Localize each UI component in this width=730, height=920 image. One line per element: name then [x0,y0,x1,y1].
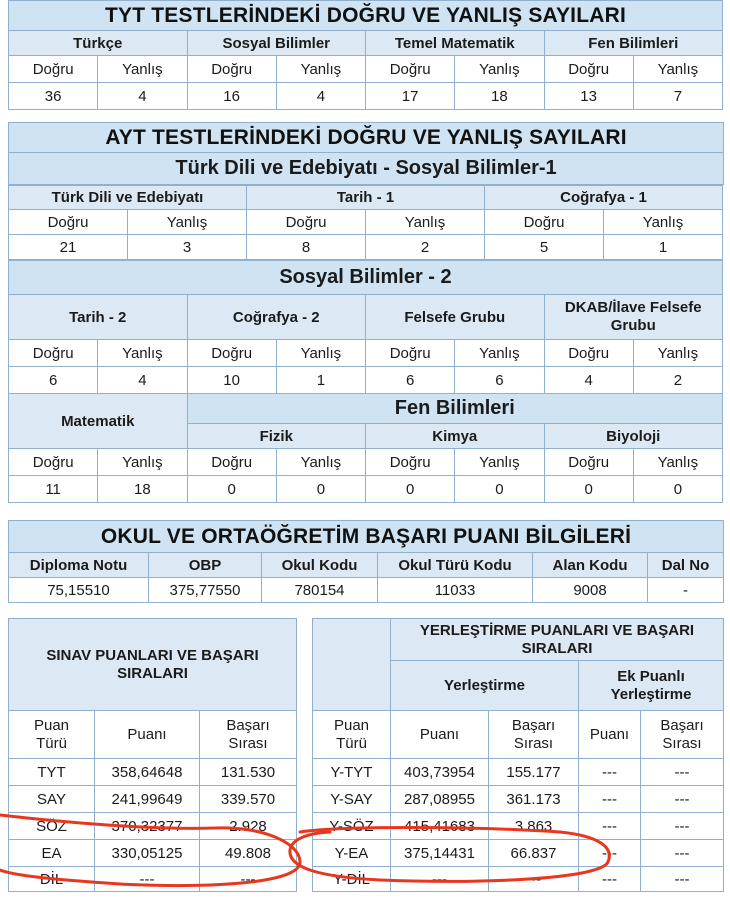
yer-col-tur: Puan Türü [313,711,391,759]
ayt-table [8,122,724,185]
yanlis-value: 1 [604,235,723,260]
table-row [313,840,724,867]
yanlis-value: 4 [98,367,187,394]
tyt-subject-turkce: Türkçe [9,31,188,56]
dogru-value: 17 [366,83,455,110]
yanlis-value: 18 [455,83,544,110]
ayt-subject-fizik: Fizik [187,424,366,449]
yanlis-label: Yanlış [633,340,722,367]
dogru-label: Doğru [187,449,276,476]
yanlis-label: Yanlış [455,449,544,476]
dogru-label: Doğru [187,56,276,83]
ayt-subject-matematik: Matematik [9,394,188,449]
sinav-title: SINAV PUANLARI VE BAŞARI SIRALARI [9,619,297,711]
puan-value: 287,08955 [391,786,489,813]
ek-sira-value: --- [641,759,724,786]
sira-value: 66.837 [489,840,579,867]
okul-header-okul-turu: Okul Türü Kodu [378,553,533,578]
sira-value: 339.570 [200,786,297,813]
dogru-label: Doğru [485,210,604,235]
table-row [313,786,724,813]
yerlestirme-corner [313,619,391,711]
tyt-panel [8,0,723,110]
yanlis-value: 0 [455,476,544,503]
dogru-label: Doğru [544,56,633,83]
dogru-label: Doğru [544,340,633,367]
okul-value-dal-no: - [648,578,724,603]
yanlis-label: Yanlış [455,340,544,367]
okul-table [8,520,724,603]
yanlis-label: Yanlış [128,210,247,235]
yanlis-value: 2 [633,367,722,394]
sinav-col-puan: Puanı [95,711,200,759]
okul-header-alan-kodu: Alan Kodu [533,553,648,578]
puan-value: --- [391,867,489,892]
ek-puan-value: --- [579,867,641,892]
sira-value: --- [200,867,297,892]
yanlis-value: 6 [455,367,544,394]
ek-puan-value: --- [579,813,641,840]
dogru-value: 6 [366,367,455,394]
dogru-value: 0 [187,476,276,503]
sinav-table [8,618,297,892]
dogru-value: 16 [187,83,276,110]
puan-turu: Y-SÖZ [313,813,391,840]
okul-header-diploma: Diploma Notu [9,553,149,578]
dogru-value: 6 [9,367,98,394]
sinav-col-sira: Başarı Sırası [200,711,297,759]
puan-value: 241,99649 [95,786,200,813]
ek-sira-value: --- [641,786,724,813]
yanlis-label: Yanlış [98,449,187,476]
dogru-value: 13 [544,83,633,110]
puan-turu: EA [9,840,95,867]
yanlis-label: Yanlış [366,210,485,235]
ayt-subject-edebiyat: Türk Dili ve Edebiyatı [9,186,247,210]
okul-header-obp: OBP [149,553,262,578]
dogru-label: Doğru [9,340,98,367]
yer-col-puan: Puanı [391,711,489,759]
yanlis-label: Yanlış [455,56,544,83]
puan-turu: SAY [9,786,95,813]
ayt-subject-dkab: DKAB/İlave Felsefe Grubu [544,295,723,340]
tyt-table [8,0,723,110]
okul-panel [8,520,723,603]
okul-value-obp: 375,77550 [149,578,262,603]
puan-turu: Y-EA [313,840,391,867]
dogru-label: Doğru [366,56,455,83]
dogru-label: Doğru [247,210,366,235]
okul-header-dal-no: Dal No [648,553,724,578]
ayt-sec2-table [8,260,723,503]
ayt-sec1-title: Türk Dili ve Edebiyatı - Sosyal Bilimler-1 [9,153,724,185]
sinav-panel [8,618,296,892]
okul-value-okul-kodu: 780154 [262,578,378,603]
yerlestirme-table [312,618,724,892]
puan-value: 370,32377 [95,813,200,840]
puan-turu: Y-SAY [313,786,391,813]
tyt-subject-sosyal: Sosyal Bilimler [187,31,366,56]
ayt-subject-cografya1: Coğrafya - 1 [485,186,723,210]
yer-col-sira: Başarı Sırası [489,711,579,759]
puan-value: 415,41683 [391,813,489,840]
dogru-value: 5 [485,235,604,260]
puan-turu: Y-DİL [313,867,391,892]
yerlestirme-title: YERLEŞTİRME PUANLARI VE BAŞARI SIRALARI [391,619,724,661]
yanlis-label: Yanlış [604,210,723,235]
yanlis-label: Yanlış [276,340,365,367]
sira-value: 155.177 [489,759,579,786]
dogru-value: 8 [247,235,366,260]
puan-value: --- [95,867,200,892]
dogru-label: Doğru [9,449,98,476]
table-row [9,759,297,786]
yerlestirme-sub: Yerleştirme [391,661,579,711]
puan-turu: TYT [9,759,95,786]
ayt-subject-cografya2: Coğrafya - 2 [187,295,366,340]
dogru-label: Doğru [366,340,455,367]
yanlis-label: Yanlış [276,449,365,476]
sira-value: 2.928 [200,813,297,840]
table-row [313,813,724,840]
sinav-col-tur: Puan Türü [9,711,95,759]
dogru-label: Doğru [187,340,276,367]
dogru-label: Doğru [9,210,128,235]
dogru-label: Doğru [366,449,455,476]
okul-value-alan-kodu: 9008 [533,578,648,603]
puan-turu: DİL [9,867,95,892]
ayt-sec1-table [8,185,723,260]
ayt-subject-tarih1: Tarih - 1 [247,186,485,210]
ek-col-sira: Başarı Sırası [641,711,724,759]
puan-turu: Y-TYT [313,759,391,786]
okul-header-okul-kodu: Okul Kodu [262,553,378,578]
dogru-label: Doğru [544,449,633,476]
table-row [9,813,297,840]
sira-value: 3.863 [489,813,579,840]
yanlis-value: 4 [276,83,365,110]
okul-value-okul-turu: 11033 [378,578,533,603]
table-row [9,840,297,867]
yanlis-label: Yanlış [98,56,187,83]
table-row [9,786,297,813]
sira-value: 49.808 [200,840,297,867]
yanlis-value: 7 [633,83,722,110]
ek-sira-value: --- [641,867,724,892]
ayt-fen-title: Fen Bilimleri [187,394,723,424]
tyt-subject-fen: Fen Bilimleri [544,31,723,56]
sira-value: 361.173 [489,786,579,813]
yanlis-value: 0 [276,476,365,503]
ayt-title: AYT TESTLERİNDEKİ DOĞRU VE YANLIŞ SAYILARI [9,123,724,153]
ayt-subject-kimya: Kimya [366,424,545,449]
dogru-value: 11 [9,476,98,503]
sira-value: 131.530 [200,759,297,786]
tyt-title: TYT TESTLERİNDEKİ DOĞRU VE YANLIŞ SAYILARI [9,1,723,31]
yanlis-value: 1 [276,367,365,394]
ek-col-puan: Puanı [579,711,641,759]
puan-value: 375,14431 [391,840,489,867]
table-row [313,759,724,786]
dogru-value: 0 [366,476,455,503]
yanlis-value: 0 [633,476,722,503]
yanlis-value: 18 [98,476,187,503]
dogru-label: Doğru [9,56,98,83]
puan-value: 403,73954 [391,759,489,786]
table-row [9,867,297,892]
ek-sira-value: --- [641,813,724,840]
table-row [313,867,724,892]
ayt-panel [8,122,723,503]
ayt-subject-felsefe: Felsefe Grubu [366,295,545,340]
dogru-value: 10 [187,367,276,394]
ayt-subject-tarih2: Tarih - 2 [9,295,188,340]
tyt-subject-matematik: Temel Matematik [366,31,545,56]
yanlis-value: 2 [366,235,485,260]
yanlis-label: Yanlış [633,56,722,83]
yanlis-label: Yanlış [276,56,365,83]
yerlestirme-panel [312,618,723,892]
dogru-value: 21 [9,235,128,260]
dogru-value: 0 [544,476,633,503]
ayt-sec2-title: Sosyal Bilimler - 2 [9,261,723,295]
ek-puanli-sub: Ek Puanlı Yerleştirme [579,661,724,711]
yanlis-label: Yanlış [633,449,722,476]
okul-value-diploma: 75,15510 [9,578,149,603]
puan-value: 358,64648 [95,759,200,786]
dogru-value: 4 [544,367,633,394]
yanlis-label: Yanlış [98,340,187,367]
ek-puan-value: --- [579,840,641,867]
puan-value: 330,05125 [95,840,200,867]
yanlis-value: 4 [98,83,187,110]
yanlis-value: 3 [128,235,247,260]
okul-title: OKUL VE ORTAÖĞRETİM BAŞARI PUANI BİLGİLERİ [9,521,724,553]
sira-value: --- [489,867,579,892]
ek-puan-value: --- [579,786,641,813]
dogru-value: 36 [9,83,98,110]
puan-turu: SÖZ [9,813,95,840]
ayt-subject-biyoloji: Biyoloji [544,424,723,449]
ek-sira-value: --- [641,840,724,867]
ek-puan-value: --- [579,759,641,786]
